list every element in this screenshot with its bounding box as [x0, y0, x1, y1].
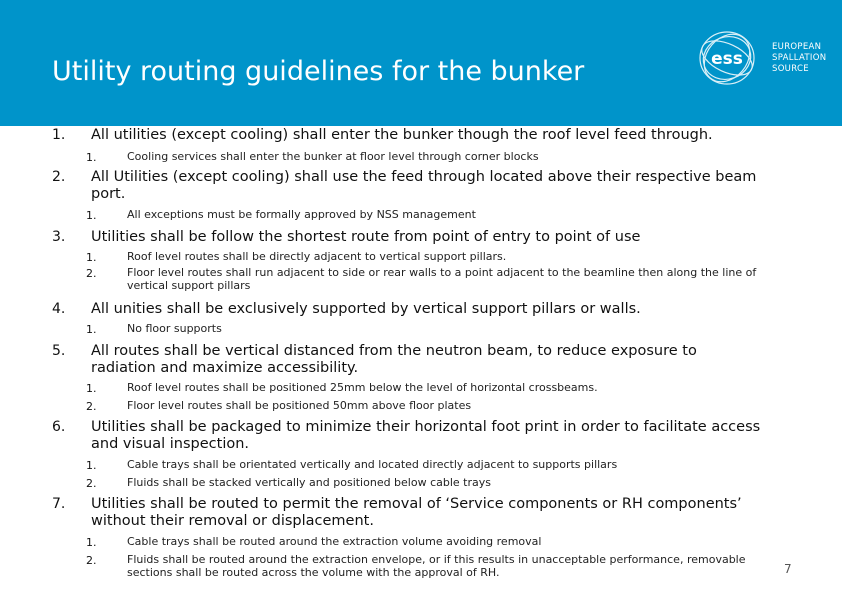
subitem-number: 2.: [86, 400, 97, 413]
logo-line: SOURCE: [772, 64, 809, 74]
logo-line: EUROPEAN: [772, 42, 822, 52]
subitem-text: Floor level routes shall be positioned 50mm above floor plates: [127, 399, 472, 412]
item-number: 5.: [52, 343, 66, 359]
item-number: 7.: [52, 496, 66, 512]
subitem-number: 1.: [86, 251, 97, 264]
subitem-text: Fluids shall be stacked vertically and positioned below cable trays: [127, 476, 491, 489]
subitem-text: Fluids shall be routed around the extraction envelope, or if this results in unacceptable performance, removable sections shall be routed across the volume with the approval of RH.: [127, 553, 746, 579]
item-text: All unities shall be exclusively supported by vertical support pillars or walls.: [91, 301, 641, 317]
subitem-text: Cable trays shall be orientated vertically and located directly adjacent to supports pillars: [127, 458, 618, 471]
subitem-text: Roof level routes shall be positioned 25mm below the level of horizontal crossbeams.: [127, 381, 598, 394]
page-number: 7: [784, 562, 792, 576]
item-text: Utilities shall be routed to permit the removal of ‘Service components or RH components’ without their removal or displacement.: [91, 496, 742, 529]
subitem-text: Floor level routes shall run adjacent to side or rear walls to a point adjacent to the beamline then along the line of vertical support pillars: [127, 266, 757, 292]
subitem-number: 1.: [86, 209, 97, 222]
subitem-number: 1.: [86, 382, 97, 395]
subitem-text: Roof level routes shall be directly adjacent to vertical support pillars.: [127, 250, 507, 263]
subitem-text: Cable trays shall be routed around the extraction volume avoiding removal: [127, 535, 542, 548]
subitem-number: 1.: [86, 459, 97, 472]
logo-mark-text: ess: [711, 49, 743, 69]
subitem-number: 2.: [86, 554, 97, 567]
subitem-number: 1.: [86, 323, 97, 336]
item-number: 3.: [52, 229, 66, 245]
subitem-text: No floor supports: [127, 322, 222, 335]
item-text: All Utilities (except cooling) shall use the feed through located above their respective beam port.: [91, 169, 757, 202]
item-text: All utilities (except cooling) shall enter the bunker though the roof level feed through.: [91, 127, 713, 143]
item-number: 2.: [52, 169, 66, 185]
page-title: Utility routing guidelines for the bunker: [52, 56, 585, 87]
item-text: Utilities shall be packaged to minimize their horizontal foot print in order to facilitate access and visual inspection.: [91, 419, 761, 452]
subitem-number: 1.: [86, 536, 97, 549]
subitem-text: All exceptions must be formally approved by NSS management: [127, 208, 476, 221]
item-number: 6.: [52, 419, 66, 435]
subitem-number: 1.: [86, 151, 97, 164]
item-number: 4.: [52, 301, 66, 317]
item-text: All routes shall be vertical distanced from the neutron beam, to reduce exposure to radiation and maximize accessibility.: [91, 343, 697, 376]
logo-line: SPALLATION: [772, 53, 827, 63]
item-number: 1.: [52, 127, 66, 143]
subitem-number: 2.: [86, 477, 97, 490]
subitem-text: Cooling services shall enter the bunker at floor level through corner blocks: [127, 150, 539, 163]
subitem-number: 2.: [86, 267, 97, 280]
item-text: Utilities shall be follow the shortest route from point of entry to point of use: [91, 229, 641, 245]
